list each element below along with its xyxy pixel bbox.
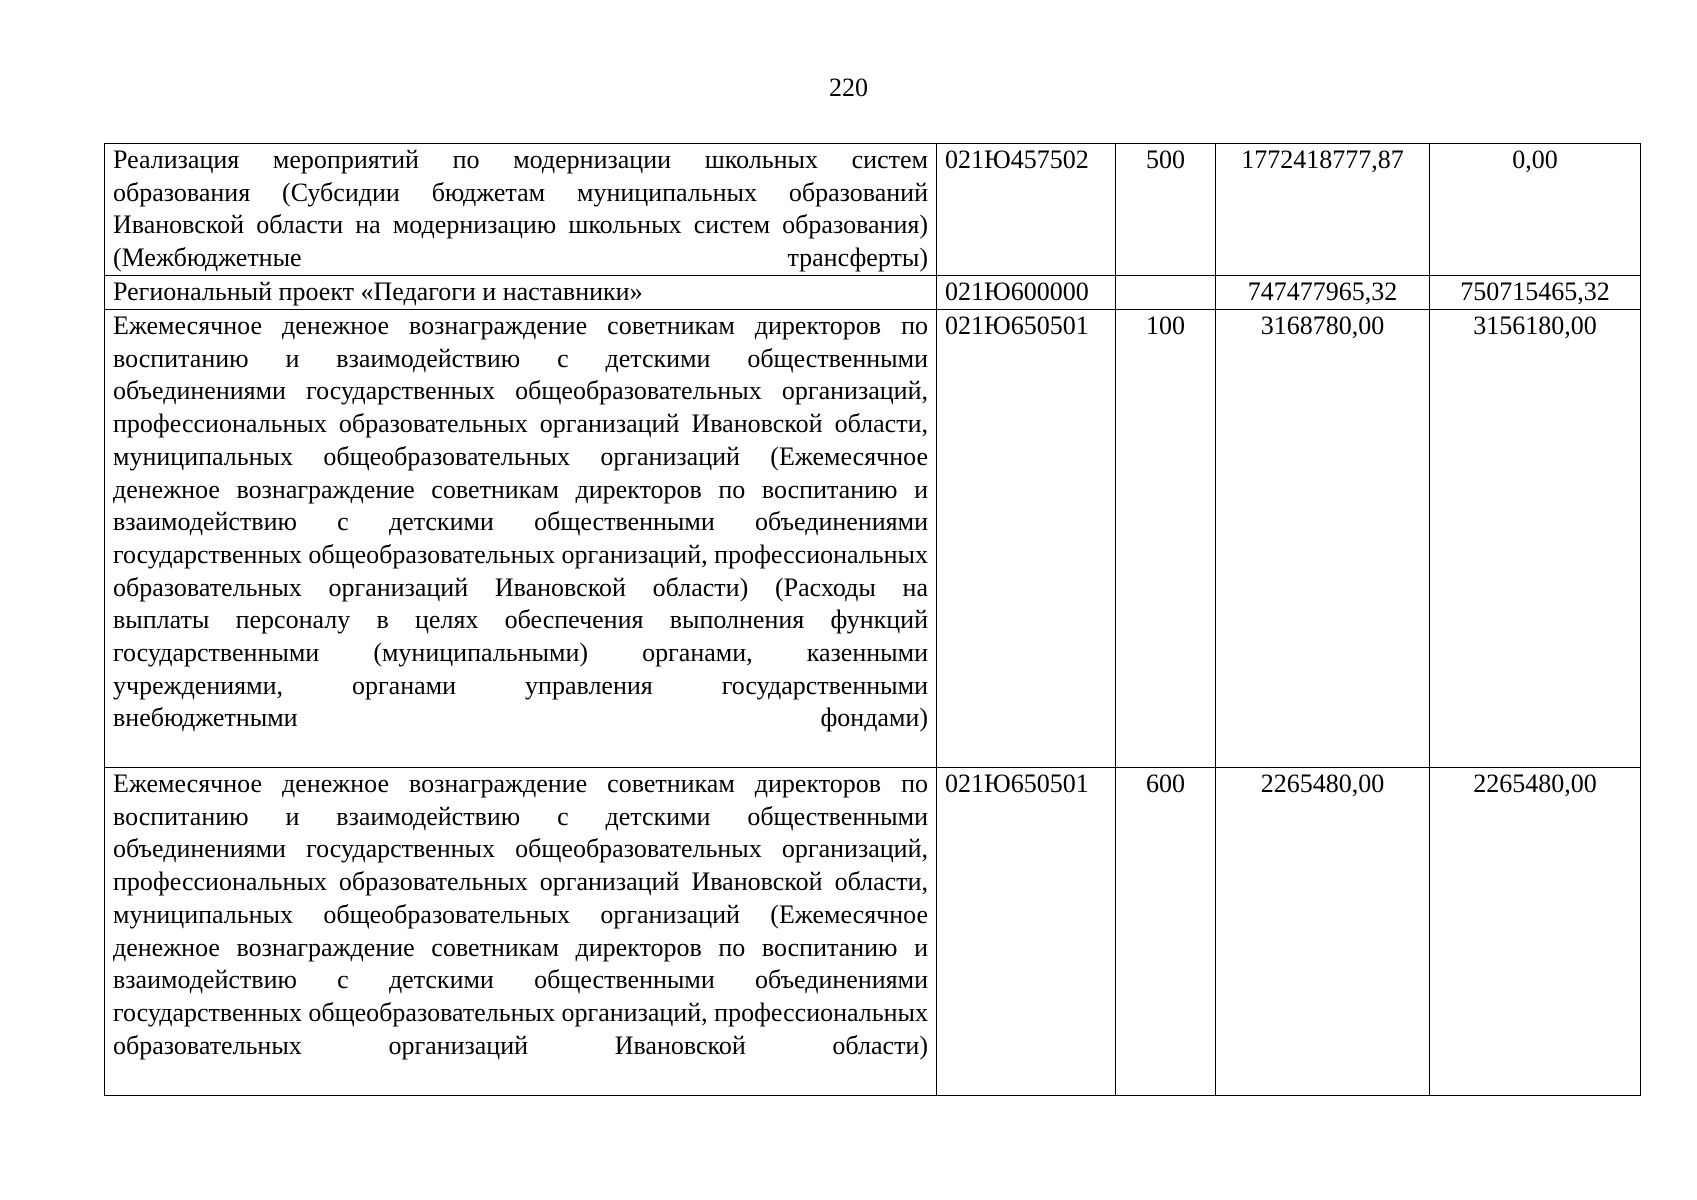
table-row bbox=[105, 310, 1641, 768]
table-row bbox=[105, 144, 1641, 276]
page-number: 220 bbox=[829, 73, 868, 102]
row-amount-1: 1772418777,87 bbox=[1216, 144, 1430, 276]
row-code: 021Ю457502 bbox=[937, 144, 1116, 276]
row-amount-2: 0,00 bbox=[1430, 144, 1641, 276]
row-amount-2: 2265480,00 bbox=[1430, 768, 1641, 1096]
row-description: Ежемесячное денежное вознаграждение советникам директоров по воспитанию и взаимодействию с детскими общественными объединениями государственных общеобразовательных организаций, профессиональных образовательных организаций Ивановской области, муниципальных общеобразовательных организаций (Ежемесячное денежное вознаграждение советникам директоров по воспитанию и взаимодействию с детскими общественными объединениями государственных общеобразовательных организаций, профессиональных образовательных организаций Ивановской области) (Расходы на выплаты персоналу в целях обеспечения выполнения функций государственными (муниципальными) органами, казенными учреждениями, органами управления государственными внебюджетными фондами) bbox=[105, 310, 937, 768]
row-amount-1: 3168780,00 bbox=[1216, 310, 1430, 768]
table-row bbox=[105, 276, 1641, 310]
budget-table bbox=[104, 143, 1641, 1096]
row-code: 021Ю650501 bbox=[937, 310, 1116, 768]
row-amount-1: 747477965,32 bbox=[1216, 276, 1430, 310]
row-type: 500 bbox=[1116, 144, 1216, 276]
table-row bbox=[105, 768, 1641, 1096]
row-amount-2: 3156180,00 bbox=[1430, 310, 1641, 768]
row-amount-2: 750715465,32 bbox=[1430, 276, 1641, 310]
row-description: Региональный проект «Педагоги и наставники» bbox=[105, 276, 937, 310]
row-type: 100 bbox=[1116, 310, 1216, 768]
row-code: 021Ю650501 bbox=[937, 768, 1116, 1096]
row-type: 600 bbox=[1116, 768, 1216, 1096]
row-amount-1: 2265480,00 bbox=[1216, 768, 1430, 1096]
row-description: Реализация мероприятий по модернизации школьных систем образования (Субсидии бюджетам муниципальных образований Ивановской области на модернизацию школьных систем образования) (Межбюджетные трансферты) bbox=[105, 144, 937, 276]
row-description: Ежемесячное денежное вознаграждение советникам директоров по воспитанию и взаимодействию с детскими общественными объединениями государственных общеобразовательных организаций, профессиональных образовательных организаций Ивановской области, муниципальных общеобразовательных организаций (Ежемесячное денежное вознаграждение советникам директоров по воспитанию и взаимодействию с детскими общественными объединениями государственных общеобразовательных организаций, профессиональных образовательных организаций Ивановской области) bbox=[105, 768, 937, 1096]
row-code: 021Ю600000 bbox=[937, 276, 1116, 310]
row-type bbox=[1116, 276, 1216, 310]
